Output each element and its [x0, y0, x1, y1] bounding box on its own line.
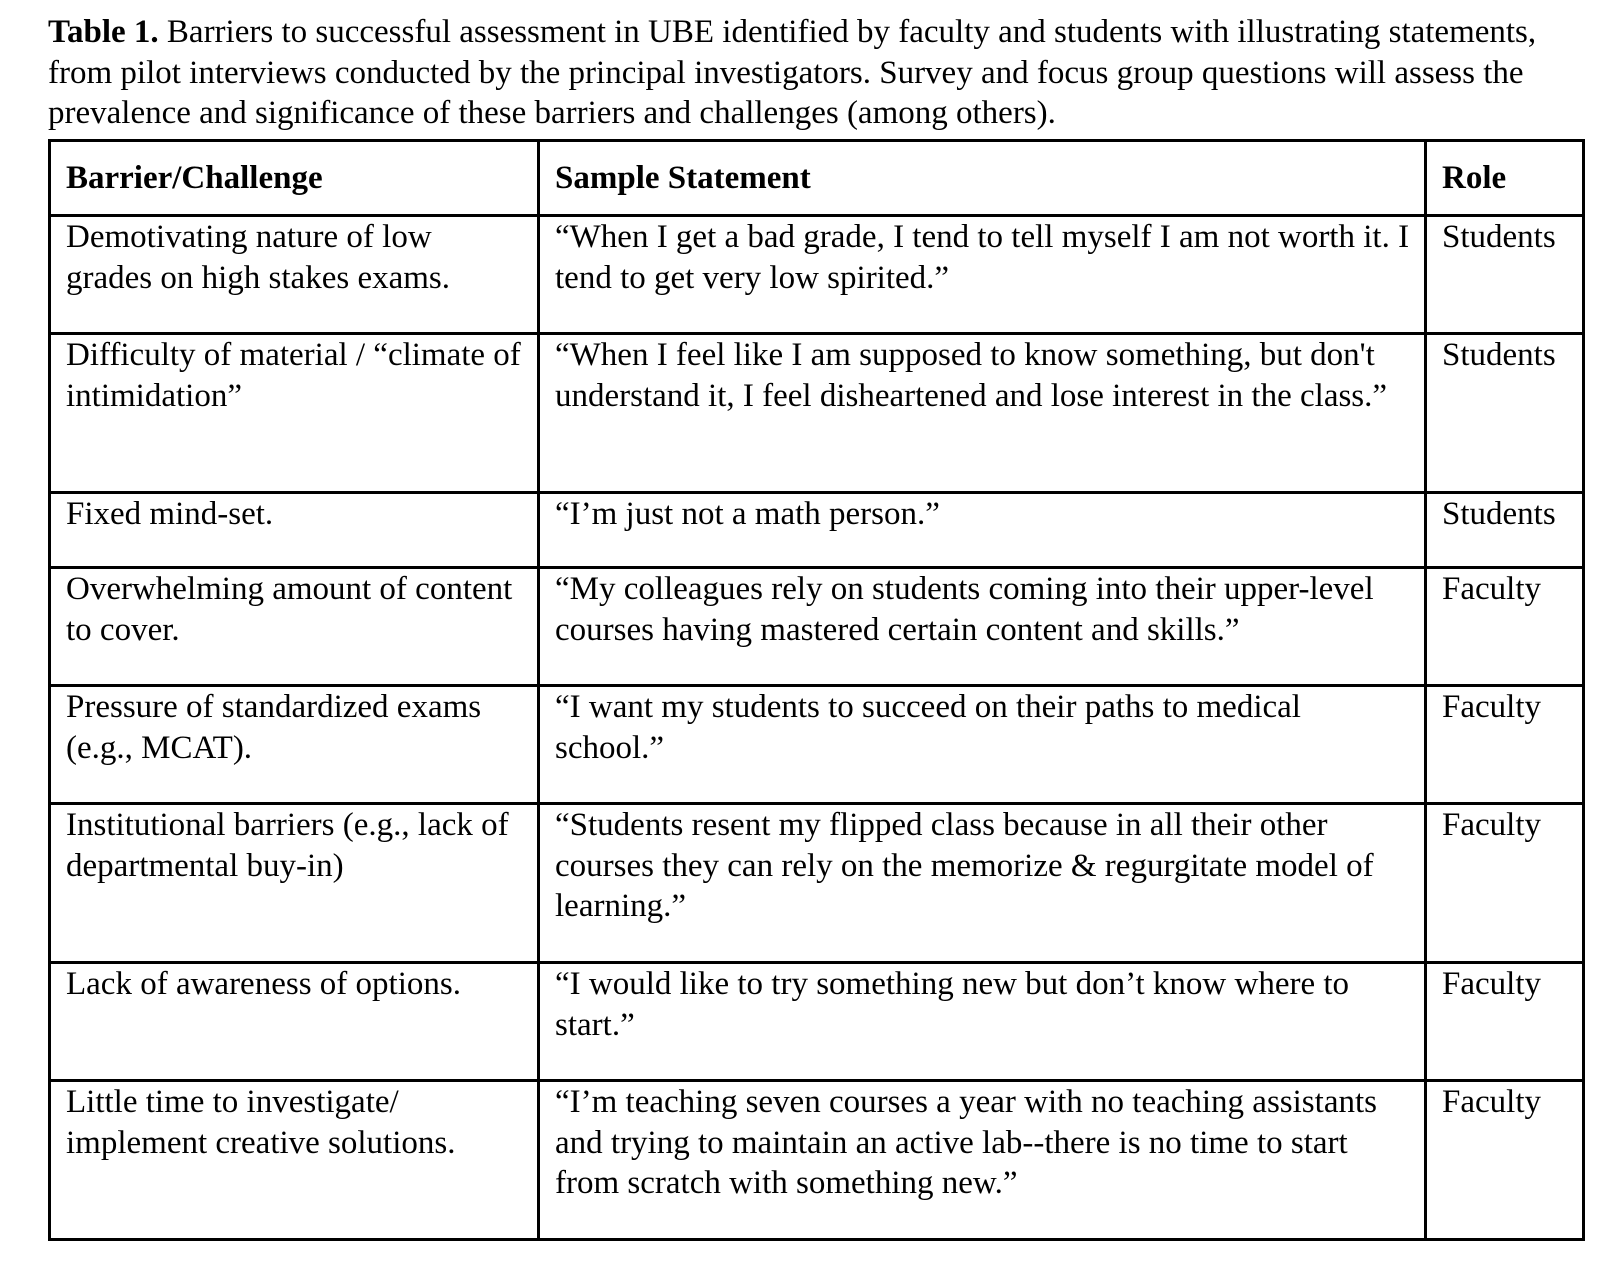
caption-label: Table 1. [48, 14, 159, 50]
statement-cell: “When I get a bad grade, I tend to tell myself I am not worth it. I tend to get very low spirited.” [539, 216, 1426, 334]
statement-cell: “Students resent my flipped class because in all their other courses they can rely on the memorize & regurgitate model of learning.” [539, 804, 1426, 963]
barriers-table [48, 139, 1585, 1241]
header-barrier: Barrier/Challenge [50, 141, 539, 216]
table-caption [48, 12, 1558, 134]
role-cell: Faculty [1426, 804, 1584, 963]
caption-text: Barriers to successful assessment in UBE identified by faculty and students with illustrating statements, from pilot interviews conducted by the principal investigators. Survey and focus group questions will assess the prevalence and significance of these barriers and challenges (among others). [48, 14, 1537, 131]
role-cell: Students [1426, 334, 1584, 493]
table-row [50, 1081, 1584, 1240]
barrier-cell: Fixed mind-set. [50, 493, 539, 568]
role-cell: Faculty [1426, 963, 1584, 1081]
barrier-cell: Difficulty of material / “climate of intimidation” [50, 334, 539, 493]
table-row [50, 686, 1584, 804]
table-row [50, 493, 1584, 568]
role-cell: Students [1426, 493, 1584, 568]
table-row [50, 568, 1584, 686]
statement-cell: “I would like to try something new but don’t know where to start.” [539, 963, 1426, 1081]
table-row [50, 963, 1584, 1081]
barrier-cell: Pressure of standardized exams (e.g., MCAT). [50, 686, 539, 804]
barrier-cell: Demotivating nature of low grades on high stakes exams. [50, 216, 539, 334]
statement-cell: “I’m just not a math person.” [539, 493, 1426, 568]
header-role: Role [1426, 141, 1584, 216]
role-cell: Students [1426, 216, 1584, 334]
barrier-cell: Lack of awareness of options. [50, 963, 539, 1081]
barrier-cell: Institutional barriers (e.g., lack of departmental buy-in) [50, 804, 539, 963]
statement-cell: “When I feel like I am supposed to know something, but don't understand it, I feel disheartened and lose interest in the class.” [539, 334, 1426, 493]
table-row [50, 804, 1584, 963]
role-cell: Faculty [1426, 686, 1584, 804]
role-cell: Faculty [1426, 568, 1584, 686]
table-row [50, 334, 1584, 493]
table-header-row [50, 141, 1584, 216]
role-cell: Faculty [1426, 1081, 1584, 1240]
statement-cell: “My colleagues rely on students coming into their upper-level courses having mastered certain content and skills.” [539, 568, 1426, 686]
statement-cell: “I want my students to succeed on their paths to medical school.” [539, 686, 1426, 804]
barrier-cell: Little time to investigate/ implement creative solutions. [50, 1081, 539, 1240]
header-statement: Sample Statement [539, 141, 1426, 216]
barrier-cell: Overwhelming amount of content to cover. [50, 568, 539, 686]
statement-cell: “I’m teaching seven courses a year with no teaching assistants and trying to maintain an active lab--there is no time to start from scratch with something new.” [539, 1081, 1426, 1240]
table-row [50, 216, 1584, 334]
